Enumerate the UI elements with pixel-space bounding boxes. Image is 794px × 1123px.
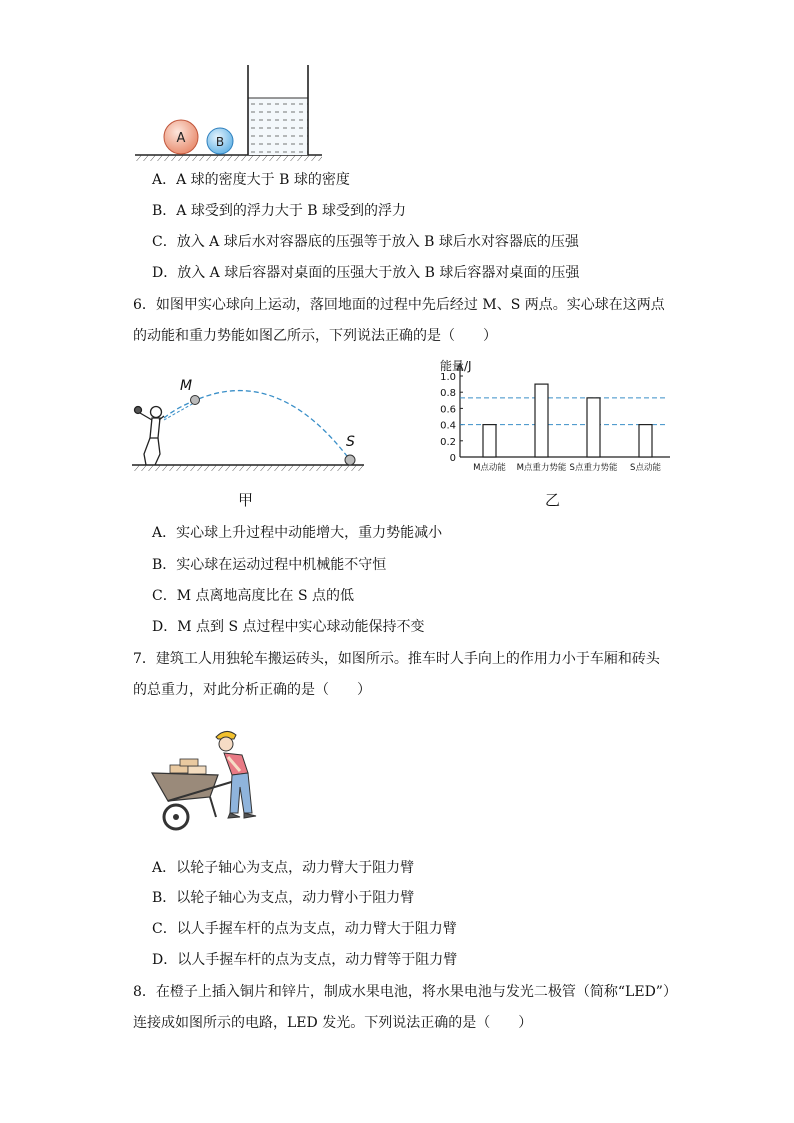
chart-bar [535, 384, 548, 457]
ball-b-label: B [215, 135, 225, 149]
chart-y-tick-label: 1.0 [440, 372, 456, 383]
point-s-ball [345, 455, 355, 465]
chart-y-tick-label: 0 [449, 453, 456, 464]
q6-option-d: D．M 点到 S 点过程中实心球动能保持不变 [152, 619, 425, 635]
chart-x-tick-label: S点重力势能 [569, 463, 618, 473]
q5-option-d: D．放入 A 球后容器对桌面的压强大于放入 B 球后容器对桌面的压强 [152, 265, 580, 281]
balls-container-figure [130, 60, 330, 165]
q7-option-c: C．以人手握车杆的点为支点，动力臂大于阻力臂 [152, 921, 457, 937]
point-s-label: S [346, 434, 355, 450]
thrower-figure [135, 407, 165, 466]
q6-stem-line2: 的动能和重力势能如图乙所示，下列说法正确的是（ ） [133, 328, 497, 344]
chart-bar [483, 425, 496, 457]
chart-y-tick-label: 0.6 [440, 404, 456, 416]
figure-yi-caption: 乙 [545, 491, 561, 509]
q5-option-a: A．A 球的密度大于 B 球的密度 [152, 172, 350, 188]
point-m-label: M [180, 378, 193, 394]
q7-stem-line2: 的总重力，对此分析正确的是（ ） [133, 682, 371, 698]
ball-a-label: A [176, 131, 186, 146]
q8-stem-line1: 8．在橙子上插入铜片和锌片，制成水果电池，将水果电池与发光二极管（简称“LED”） [133, 984, 677, 1000]
brick-3 [180, 759, 198, 766]
wheelbarrow-figure [148, 725, 268, 835]
q7-option-d: D．以人手握车杆的点为支点，动力臂等于阻力臂 [152, 952, 458, 968]
q7-option-b: B．以轮子轴心为支点，动力臂小于阻力臂 [152, 890, 415, 906]
q6-stem-line1: 6．如图甲实心球向上运动，落回地面的过程中先后经过 M、S 两点。实心球在这两点 [133, 297, 665, 313]
trajectory-figure [128, 370, 368, 480]
chart-bar [587, 398, 600, 457]
energy-bar-chart [430, 356, 680, 481]
chart-y-tick-label: 0.4 [440, 420, 456, 432]
water-in-container [248, 98, 308, 155]
chart-x-tick-label: M点动能 [473, 463, 506, 473]
brick-2 [188, 766, 206, 774]
chart-x-tick-label: M点重力势能 [516, 463, 567, 473]
figure-jia-caption: 甲 [238, 491, 254, 509]
q7-option-a: A．以轮子轴心为支点，动力臂大于阻力臂 [152, 860, 415, 876]
chart-y-axis-label: 能量/J [440, 359, 472, 373]
q6-option-a: A．实心球上升过程中动能增大，重力势能减小 [152, 525, 443, 541]
q6-option-b: B．实心球在运动过程中机械能不守恒 [152, 557, 387, 573]
q5-option-b: B．A 球受到的浮力大于 B 球受到的浮力 [152, 203, 407, 219]
chart-bar [639, 425, 652, 457]
chart-x-tick-label: S点动能 [630, 463, 661, 473]
worker-figure [216, 731, 256, 818]
chart-y-tick-label: 0.2 [440, 436, 456, 448]
chart-y-tick-label: 0.8 [440, 388, 456, 400]
q7-stem-line1: 7．建筑工人用独轮车搬运砖头，如图所示。推车时人手向上的作用力小于车厢和砖头 [133, 651, 660, 667]
q5-option-c: C．放入 A 球后水对容器底的压强等于放入 B 球后水对容器底的压强 [152, 234, 579, 250]
q6-option-c: C．M 点离地高度比在 S 点的低 [152, 588, 354, 604]
q8-stem-line2: 连接成如图所示的电路，LED 发光。下列说法正确的是（ ） [133, 1015, 533, 1031]
point-m-ball [191, 396, 200, 405]
